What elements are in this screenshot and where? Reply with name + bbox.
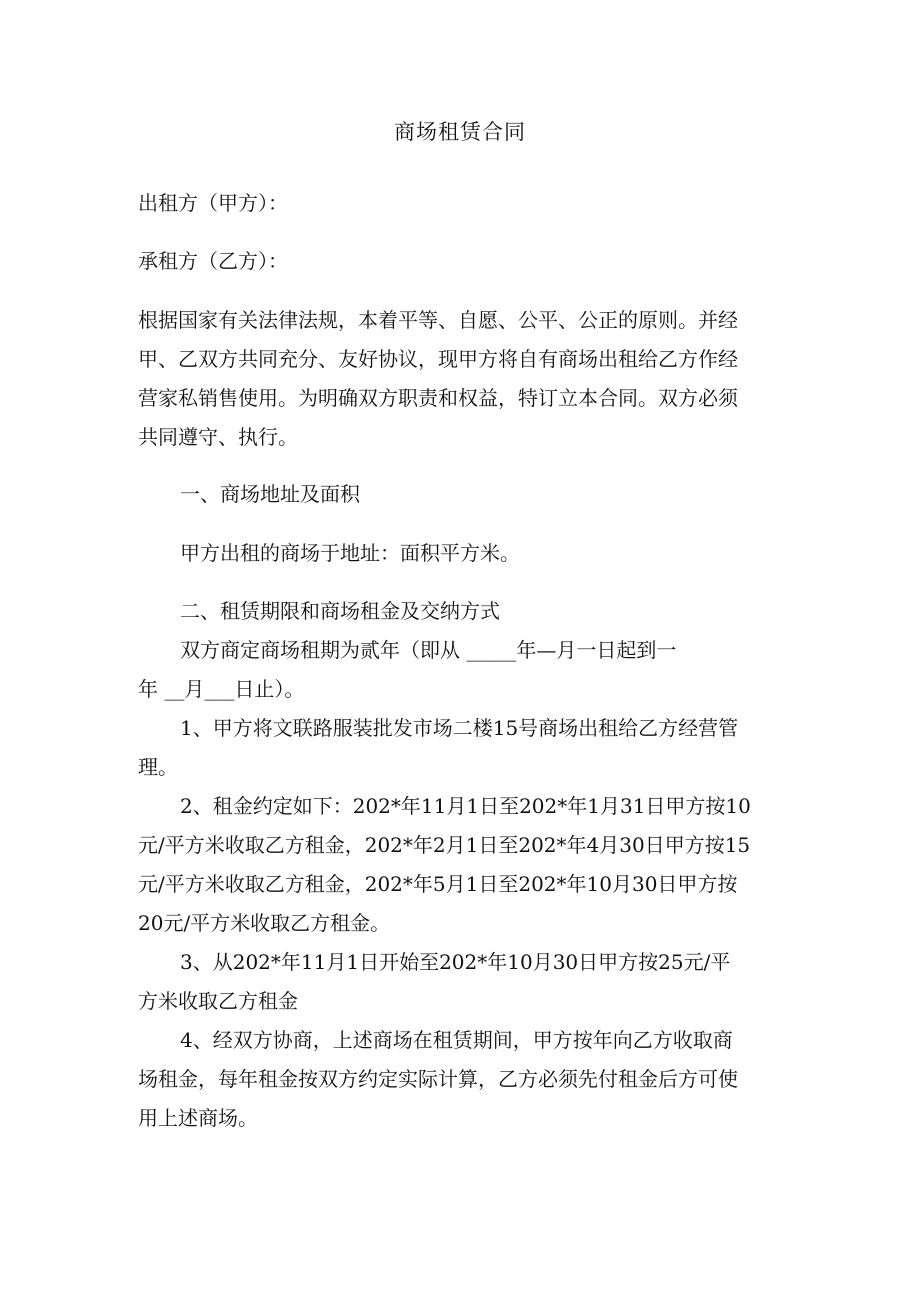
item-2-line: 2、租金约定如下：202*年11月1日至202*年1月31日甲方按10 <box>180 794 751 818</box>
item-3-line: 方米收取乙方租金 <box>138 989 298 1013</box>
item-4-line: 用上述商场。 <box>138 1106 258 1130</box>
item-2-line: 20元/平方米收取乙方租金。 <box>138 911 391 935</box>
section-1-heading: 一、商场地址及面积 <box>180 482 360 506</box>
section-2-heading: 二、租赁期限和商场租金及交纳方式 <box>180 599 500 623</box>
item-2-line: 元/平方米收取乙方租金，202*年2月1日至202*年4月30日甲方按15 <box>138 833 751 857</box>
document-title: 商场租赁合同 <box>394 120 526 144</box>
preamble-line: 营家私销售使用。为明确双方职责和权益，特订立本合同。双方必须 <box>138 386 738 410</box>
preamble-line: 甲、乙双方共同充分、友好协议，现甲方将自有商场出租给乙方作经 <box>138 347 738 371</box>
preamble-line: 共同遵守、执行。 <box>138 425 298 449</box>
item-1-line: 1、甲方将文联路服装批发市场二楼15号商场出租给乙方经营管 <box>180 716 739 740</box>
item-4-line: 4、经双方协商，上述商场在租赁期间，甲方按年向乙方收取商 <box>180 1028 733 1052</box>
item-4-line: 场租金，每年租金按双方约定实际计算，乙方必须先付租金后方可使 <box>138 1067 738 1091</box>
term-line: 年 __月___日止）。 <box>138 677 305 701</box>
lessee-line: 承租方（乙方）： <box>138 249 288 273</box>
item-1-line: 理。 <box>138 755 178 779</box>
item-2-line: 元/平方米收取乙方租金，202*年5月1日至202*年10月30日甲方按 <box>138 872 738 896</box>
lessor-line: 出租方（甲方）： <box>138 191 288 215</box>
term-line: 双方商定商场租期为贰年（即从 _____年—月一日起到一 <box>180 638 677 662</box>
preamble-line: 根据国家有关法律法规，本着平等、自愿、公平、公正的原则。并经 <box>138 308 738 332</box>
section-1-text: 甲方出租的商场于地址：面积平方米。 <box>180 541 520 565</box>
item-3-line: 3、从202*年11月1日开始至202*年10月30日甲方按25元/平 <box>180 950 731 974</box>
